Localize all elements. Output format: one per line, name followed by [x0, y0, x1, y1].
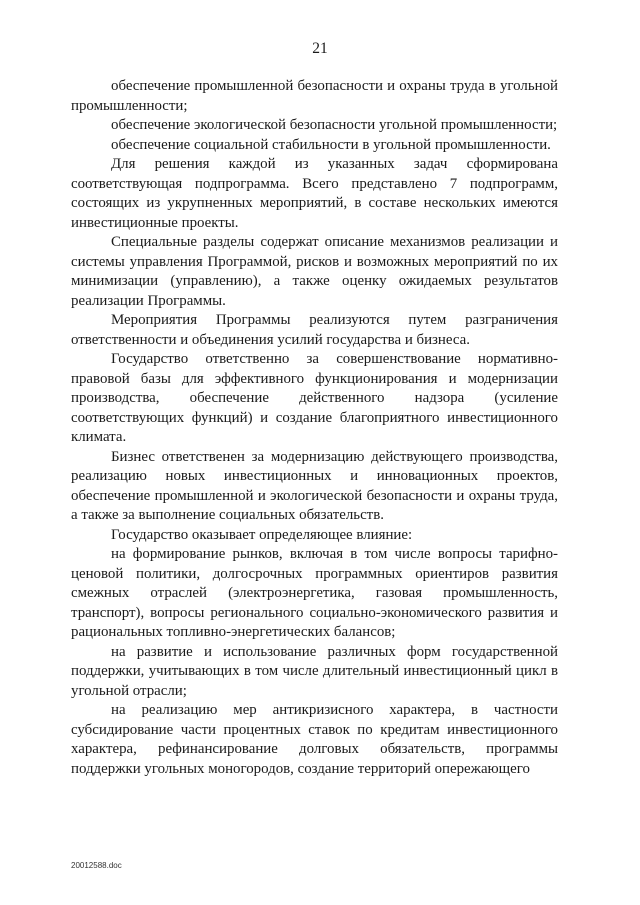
paragraph: обеспечение промышленной безопасности и охраны труда в угольной промышленности;: [71, 78, 558, 114]
paragraph: на реализацию мер антикризисного характера, в частности субсидирование части процентных ставок по кредитам инвестиционного характера, рефинансирование долговых обязательств, программы поддержки угольных моногородов, создание территорий опережающего: [71, 702, 558, 777]
paragraph: на формирование рынков, включая в том числе вопросы тарифно-ценовой политики, долгосрочных программных ориентиров развития смежных отраслей (электроэнергетика, газовая промышленность, транспорт), вопросы регионального социально-экономического развития и рациональных топливно-энергетических балансов;: [71, 546, 558, 640]
paragraph: Государство оказывает определяющее влияние:: [111, 526, 413, 543]
paragraph: Для решения каждой из указанных задач сформирована соответствующая подпрограмма. Всего представлено 7 подпрограмм, состоящих из укрупненных мероприятий, в составе нескольких имеются инвестиционные проекты.: [71, 156, 558, 231]
paragraph: на развитие и использование различных форм государственной поддержки, учитывающих в том числе длительный инвестиционный цикл в угольной отрасли;: [71, 643, 558, 699]
paragraph: Бизнес ответственен за модернизацию действующего производства, реализацию новых инвестиционных и инновационных проектов, обеспечение промышленной и экологической безопасности и охраны труда, а также за выполнение социальных обязательств.: [71, 448, 558, 523]
document-filename: 20012588.doc: [71, 861, 122, 870]
page-number: 21: [312, 40, 328, 57]
paragraph: Мероприятия Программы реализуются путем разграничения ответственности и объединения усилий государства и бизнеса.: [71, 312, 558, 348]
document-body: [71, 77, 558, 779]
paragraph: обеспечение социальной стабильности в угольной промышленности.: [111, 136, 551, 153]
paragraph: Специальные разделы содержат описание механизмов реализации и системы управления Программой, рисков и возможных мероприятий по их минимизации (управлению), а также оценку ожидаемых результатов реализации Программы.: [71, 234, 558, 309]
paragraph: Государство ответственно за совершенствование нормативно-правовой базы для эффективного функционирования и модернизации производства, обеспечение действенного надзора (усиление соответствующих функций) и создание благоприятного инвестиционного климата.: [71, 351, 558, 445]
paragraph: обеспечение экологической безопасности угольной промышленности;: [111, 117, 558, 133]
